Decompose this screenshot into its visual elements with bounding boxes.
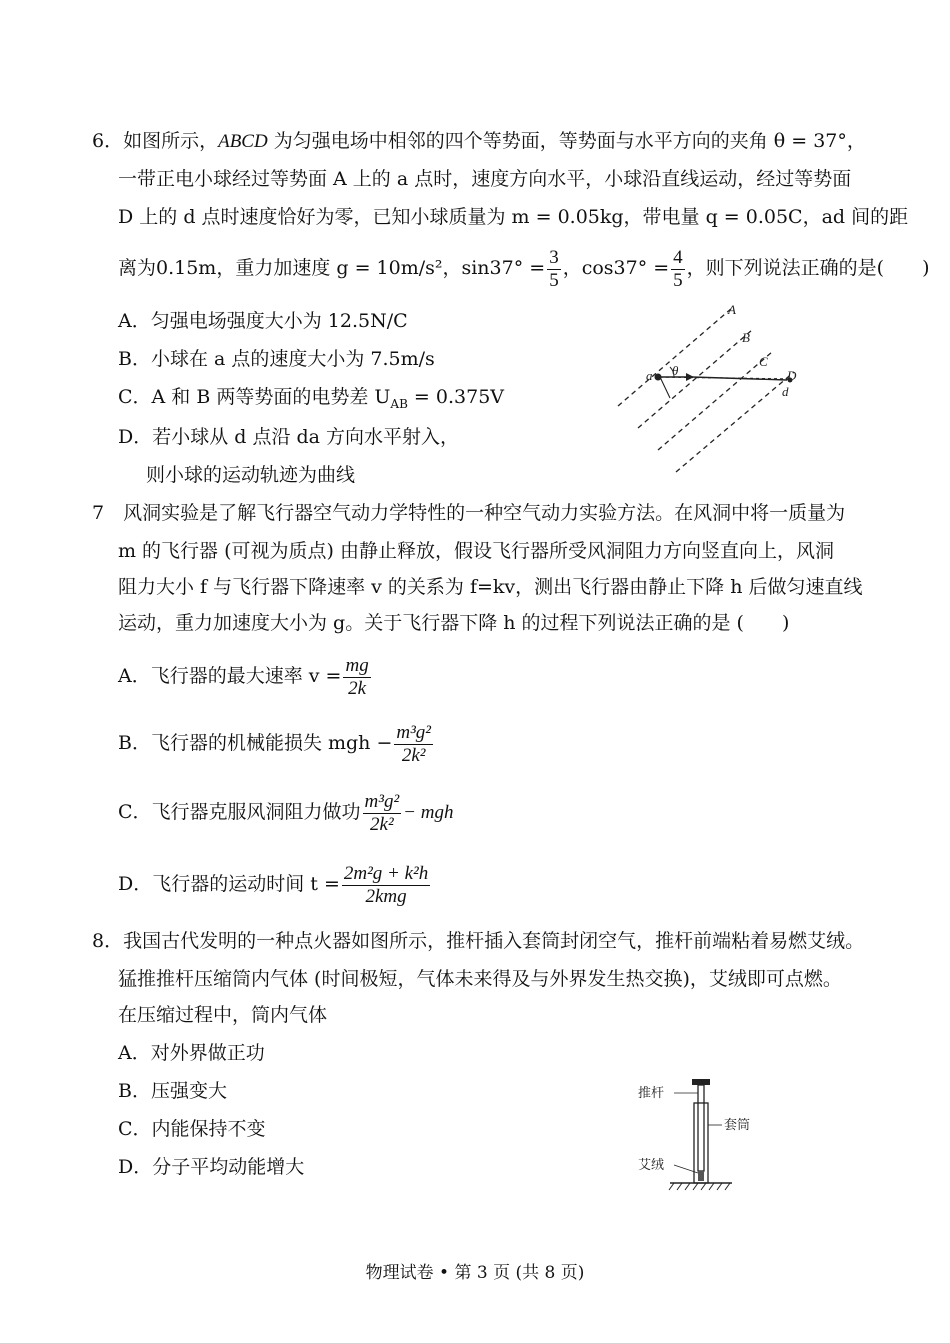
- label-C: C: [759, 354, 768, 369]
- q8-stem-line-1: 8．我国古代发明的一种点火器如图所示，推杆插入套筒封闭空气，推杆前端粘着易燃艾绒。: [92, 930, 865, 952]
- q7-stem-line-2: m 的飞行器 (可视为质点) 由静止释放，假设飞行器所受风洞阻力方向竖直向上，风洞: [118, 540, 834, 562]
- q8-option-b: B．压强变大: [118, 1080, 227, 1102]
- ground-hatch: [669, 1183, 730, 1190]
- q7-option-d: D．飞行器的运动时间 t = $\frac{\text{2m²g + k²h}}{\text{2kmg}}$: [118, 862, 429, 907]
- push-rod-handle: [692, 1079, 710, 1085]
- trajectory-line: [692, 377, 787, 380]
- q6-stem-line-1: 6．如图所示，ABCD 为匀强电场中相邻的四个等势面，等势面与水平方向的夹角 θ = 37°，: [92, 130, 866, 152]
- push-rod: [698, 1085, 704, 1171]
- tinder-label: 艾绒: [638, 1158, 665, 1173]
- label-B: B: [742, 330, 750, 345]
- fire-piston-figure: [636, 1075, 766, 1195]
- q8-option-d: D．分子平均动能增大: [118, 1156, 305, 1178]
- tinder: [698, 1171, 704, 1181]
- q6-stem-line-3: D 上的 d 点时速度恰好为零，已知小球质量为 m = 0.05kg，带电量 q = 0.05C，ad 间的距: [118, 206, 909, 228]
- label-A: A: [728, 302, 736, 317]
- label-d: d: [782, 384, 789, 399]
- sleeve-label: 套筒: [724, 1118, 751, 1133]
- q6-option-c: C．A 和 B 两等势面的电势差 $U_{AB} = 0.375V$: [118, 386, 505, 411]
- point-a-marker: [655, 374, 662, 381]
- equipotential-figure: [612, 300, 812, 480]
- perpendicular-line: [660, 377, 670, 398]
- q6-option-d-cont: 则小球的运动轨迹为曲线: [146, 464, 356, 486]
- q8-option-c: C．内能保持不变: [118, 1118, 266, 1140]
- q6-stem-line-2: 一带正电小球经过等势面 A 上的 a 点时，速度方向水平，小球沿直线运动，经过等势面: [118, 168, 852, 190]
- equipotential-line-d: [676, 372, 794, 472]
- q8-option-a: A．对外界做正功: [118, 1042, 265, 1064]
- q7-option-b: B．飞行器的机械能损失 mgh − $\frac{\text{m³g²}}{\text{2k²}}$: [118, 721, 432, 766]
- label-theta: θ: [672, 363, 679, 378]
- label-a: a: [646, 368, 653, 383]
- q6-stem-line-4: 离为0.15m，重力加速度 g = 10m/s²，sin37° = $\frac{3}{5}$ ，cos37° = $\frac{4}{5}$ ，则下列说法正确的是( ): [118, 246, 930, 291]
- label-D: D: [787, 368, 797, 383]
- q6-option-a: A．匀强电场强度大小为 12.5N/C: [118, 310, 408, 332]
- q6-option-d: D．若小球从 d 点沿 da 方向水平射入，: [118, 426, 460, 448]
- q7-stem-line-4: 运动，重力加速度大小为 g。关于飞行器下降 h 的过程下列说法正确的是 ( ): [118, 612, 790, 634]
- equipotential-line-a: [618, 308, 732, 406]
- q6-option-b: B．小球在 a 点的速度大小为 7.5m/s: [118, 348, 435, 370]
- push-rod-label: 推杆: [638, 1086, 665, 1101]
- q7-option-a: A．飞行器的最大速率 v = $\frac{mg}{2k}$: [118, 654, 369, 699]
- page-footer: 物理试卷 • 第 3 页 (共 8 页): [365, 1263, 585, 1283]
- q8-stem-line-3: 在压缩过程中，筒内气体: [118, 1004, 328, 1026]
- cos-fraction: $\frac{4}{5}$: [673, 246, 683, 291]
- q7-stem-line-3: 阻力大小 f 与飞行器下降速率 v 的关系为 f=kv，测出飞行器由静止下降 h 后做匀速直线: [118, 576, 863, 598]
- sin-fraction: $\frac{3}{5}$: [549, 246, 559, 291]
- q8-stem-line-2: 猛推推杆压缩筒内气体 (时间极短，气体未来得及与外界发生热交换)，艾绒即可点燃。: [118, 968, 842, 990]
- q7-stem-line-1: 7 风洞实验是了解飞行器空气动力学特性的一种空气动力实验方法。在风洞中将一质量为: [92, 502, 846, 524]
- q7-option-c: C．飞行器克服风洞阻力做功 $\frac{\text{m³g²}}{\text{2k²}}$ − mgh: [118, 790, 454, 835]
